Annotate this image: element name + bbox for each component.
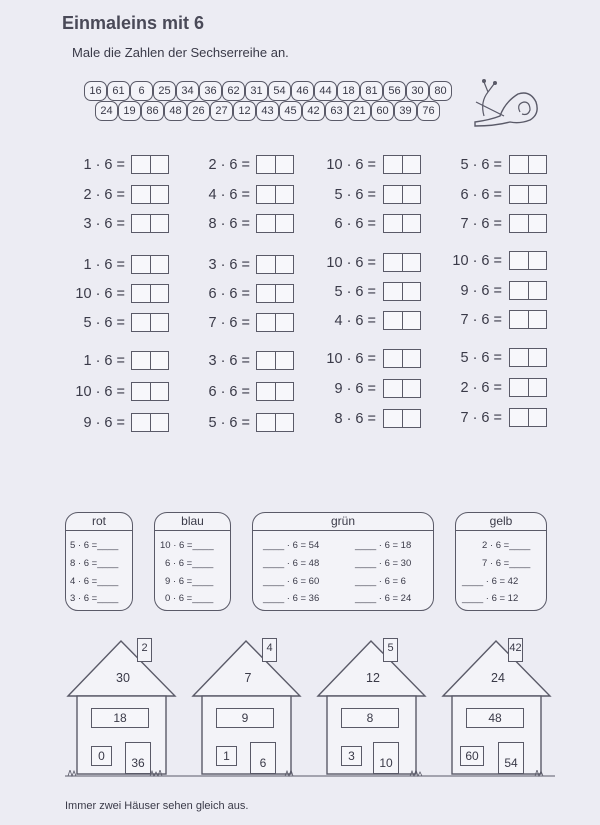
equation-label: 6 · 6 = <box>460 187 502 203</box>
answer-box[interactable] <box>509 408 547 427</box>
window-number[interactable]: 9 <box>216 708 274 728</box>
answer-box[interactable] <box>383 349 421 368</box>
equation-label: 5 · 6 = <box>334 284 376 300</box>
answer-box[interactable] <box>256 313 294 332</box>
roof-number[interactable]: 30 <box>116 671 130 685</box>
equation-label: 3 · 6 = <box>83 216 125 232</box>
house <box>63 638 183 788</box>
equation-label: 8 · 6 = <box>334 411 376 427</box>
snail-illustration <box>470 72 550 132</box>
hex-cell[interactable]: 19 <box>118 101 141 121</box>
answer-box[interactable] <box>131 351 169 370</box>
hex-cell[interactable]: 61 <box>107 81 130 101</box>
hex-cell[interactable]: 60 <box>371 101 394 121</box>
equation-label: 9 · 6 = <box>334 381 376 397</box>
answer-box[interactable] <box>383 214 421 233</box>
answer-box[interactable] <box>383 253 421 272</box>
chimney-number[interactable]: 42 <box>508 638 523 662</box>
hex-cell[interactable]: 27 <box>210 101 233 121</box>
answer-box[interactable] <box>509 214 547 233</box>
house <box>313 638 433 788</box>
hex-cell[interactable]: 34 <box>176 81 199 101</box>
answer-box[interactable] <box>131 413 169 432</box>
page-title: Einmaleins mit 6 <box>62 13 205 33</box>
panel-line[interactable]: ____ · 6 = 42 <box>462 576 519 587</box>
equation-label: 7 · 6 = <box>460 216 502 232</box>
hex-cell[interactable]: 39 <box>394 101 417 121</box>
small-window-number[interactable]: 3 <box>341 746 362 766</box>
equation-label: 7 · 6 = <box>460 312 502 328</box>
equation-label: 10 · 6 = <box>326 157 376 173</box>
panel-line[interactable]: 7 · 6 =____ <box>482 558 531 569</box>
house <box>438 638 558 788</box>
answer-box[interactable] <box>383 409 421 428</box>
roof-number[interactable]: 7 <box>244 671 252 685</box>
panel-line[interactable]: 9 · 6 =____ <box>165 576 214 587</box>
answer-box[interactable] <box>509 281 547 300</box>
equation-label: 7 · 6 = <box>460 410 502 426</box>
equation-label: 1 · 6 = <box>83 157 125 173</box>
answer-box[interactable] <box>256 413 294 432</box>
chimney-number[interactable]: 5 <box>383 638 398 662</box>
answer-box[interactable] <box>256 214 294 233</box>
equation-label: 3 · 6 = <box>208 257 250 273</box>
chimney-number[interactable]: 2 <box>137 638 152 662</box>
panel-line[interactable]: 4 · 6 =____ <box>70 576 119 587</box>
answer-box[interactable] <box>383 311 421 330</box>
house <box>188 638 308 788</box>
equation-label: 2 · 6 = <box>460 380 502 396</box>
equation-label: 4 · 6 = <box>334 313 376 329</box>
equation-label: 2 · 6 = <box>83 187 125 203</box>
instruction-text: Male die Zahlen der Sechserreihe an. <box>72 45 289 60</box>
panel-label: gelb <box>456 513 546 531</box>
hex-cell[interactable]: 26 <box>187 101 210 121</box>
equation-label: 6 · 6 = <box>334 216 376 232</box>
equation-label: 1 · 6 = <box>83 353 125 369</box>
equation-label: 9 · 6 = <box>83 415 125 431</box>
answer-box[interactable] <box>131 255 169 274</box>
answer-box[interactable] <box>131 185 169 204</box>
equation-label: 5 · 6 = <box>83 315 125 331</box>
hex-cell[interactable]: 63 <box>325 101 348 121</box>
panel-label: grün <box>253 513 433 531</box>
hex-cell[interactable]: 80 <box>429 81 452 101</box>
answer-box[interactable] <box>509 251 547 270</box>
roof-number[interactable]: 12 <box>366 671 380 685</box>
hex-cell[interactable]: 43 <box>256 101 279 121</box>
equation-label: 1 · 6 = <box>83 257 125 273</box>
ground-grass <box>60 770 560 790</box>
footer-note: Immer zwei Häuser sehen gleich aus. <box>65 800 249 812</box>
hex-cell[interactable]: 30 <box>406 81 429 101</box>
answer-box[interactable] <box>131 284 169 303</box>
answer-box[interactable] <box>131 382 169 401</box>
answer-box[interactable] <box>131 214 169 233</box>
door-number[interactable]: 36 <box>125 742 151 774</box>
hex-cell[interactable]: 48 <box>164 101 187 121</box>
small-window-number[interactable]: 1 <box>216 746 237 766</box>
panel-line[interactable]: 6 · 6 =____ <box>165 558 214 569</box>
answer-box[interactable] <box>131 313 169 332</box>
small-window-number[interactable]: 0 <box>91 746 112 766</box>
hex-cell[interactable]: 45 <box>279 101 302 121</box>
panel-label: rot <box>66 513 132 531</box>
answer-box[interactable] <box>509 155 547 174</box>
hex-cell[interactable]: 12 <box>233 101 256 121</box>
equation-label: 3 · 6 = <box>208 353 250 369</box>
hex-cell[interactable]: 36 <box>199 81 222 101</box>
hex-cell[interactable]: 56 <box>383 81 406 101</box>
equation-label: 7 · 6 = <box>208 315 250 331</box>
answer-box[interactable] <box>509 310 547 329</box>
equation-label: 5 · 6 = <box>460 350 502 366</box>
panel-line[interactable]: 3 · 6 =____ <box>70 593 119 604</box>
roof-number[interactable]: 24 <box>491 671 505 685</box>
panel-line[interactable]: ____ · 6 = 48 <box>263 558 320 569</box>
panel-line[interactable]: 0 · 6 =____ <box>165 593 214 604</box>
small-window-number[interactable]: 60 <box>460 746 484 766</box>
hex-cell[interactable]: 81 <box>360 81 383 101</box>
equation-label: 5 · 6 = <box>334 187 376 203</box>
equation-label: 10 · 6 = <box>326 351 376 367</box>
equation-label: 9 · 6 = <box>460 283 502 299</box>
equation-label: 10 · 6 = <box>326 255 376 271</box>
hex-cell[interactable]: 18 <box>337 81 360 101</box>
panel-line[interactable]: ____ · 6 = 30 <box>355 558 412 569</box>
hex-cell[interactable]: 31 <box>245 81 268 101</box>
equation-label: 10 · 6 = <box>75 384 125 400</box>
panel-line[interactable]: ____ · 6 = 12 <box>462 593 519 604</box>
hex-cell[interactable]: 76 <box>417 101 440 121</box>
hex-cell[interactable]: 24 <box>95 101 118 121</box>
answer-box[interactable] <box>256 351 294 370</box>
equation-label: 4 · 6 = <box>208 187 250 203</box>
answer-box[interactable] <box>256 382 294 401</box>
equation-label: 10 · 6 = <box>452 253 502 269</box>
panel-rot <box>65 512 133 611</box>
answer-box[interactable] <box>509 378 547 397</box>
panel-line[interactable]: ____ · 6 = 6 <box>355 576 406 587</box>
equation-label: 5 · 6 = <box>460 157 502 173</box>
answer-box[interactable] <box>256 284 294 303</box>
window-number[interactable]: 8 <box>341 708 399 728</box>
hex-cell[interactable]: 44 <box>314 81 337 101</box>
answer-box[interactable] <box>509 185 547 204</box>
equation-label: 2 · 6 = <box>208 157 250 173</box>
window-number[interactable]: 18 <box>91 708 149 728</box>
panel-line[interactable]: ____ · 6 = 36 <box>263 593 320 604</box>
panel-line[interactable]: ____ · 6 = 18 <box>355 540 412 551</box>
equation-label: 6 · 6 = <box>208 286 250 302</box>
hex-cell[interactable]: 16 <box>84 81 107 101</box>
panel-gruen <box>252 512 434 611</box>
hex-cell[interactable]: 86 <box>141 101 164 121</box>
answer-box[interactable] <box>131 155 169 174</box>
answer-box[interactable] <box>256 255 294 274</box>
hex-cell[interactable]: 42 <box>302 101 325 121</box>
equation-label: 10 · 6 = <box>75 286 125 302</box>
panel-line[interactable]: 10 · 6 =____ <box>160 540 214 551</box>
answer-box[interactable] <box>383 379 421 398</box>
answer-box[interactable] <box>509 348 547 367</box>
panel-blau <box>154 512 231 611</box>
hex-cell[interactable]: 25 <box>153 81 176 101</box>
answer-box[interactable] <box>383 155 421 174</box>
equation-label: 6 · 6 = <box>208 384 250 400</box>
door-number[interactable]: 6 <box>250 742 276 774</box>
panel-line[interactable]: 8 · 6 =____ <box>70 558 119 569</box>
answer-box[interactable] <box>256 155 294 174</box>
panel-label: blau <box>155 513 230 531</box>
hex-cell[interactable]: 21 <box>348 101 371 121</box>
hex-cell[interactable]: 62 <box>222 81 245 101</box>
panel-line[interactable]: ____ · 6 = 54 <box>263 540 320 551</box>
equation-label: 8 · 6 = <box>208 216 250 232</box>
panel-gelb <box>455 512 547 611</box>
answer-box[interactable] <box>383 282 421 301</box>
panel-line[interactable]: 2 · 6 =____ <box>482 540 531 551</box>
door-number[interactable]: 54 <box>498 742 524 774</box>
door-number[interactable]: 10 <box>373 742 399 774</box>
panel-line[interactable]: ____ · 6 = 24 <box>355 593 412 604</box>
hex-cell[interactable]: 54 <box>268 81 291 101</box>
hex-cell[interactable]: 6 <box>130 81 153 101</box>
answer-box[interactable] <box>256 185 294 204</box>
panel-line[interactable]: ____ · 6 = 60 <box>263 576 320 587</box>
hex-cell[interactable]: 46 <box>291 81 314 101</box>
answer-box[interactable] <box>383 185 421 204</box>
panel-line[interactable]: 5 · 6 =____ <box>70 540 119 551</box>
chimney-number[interactable]: 4 <box>262 638 277 662</box>
equation-label: 5 · 6 = <box>208 415 250 431</box>
window-number[interactable]: 48 <box>466 708 524 728</box>
